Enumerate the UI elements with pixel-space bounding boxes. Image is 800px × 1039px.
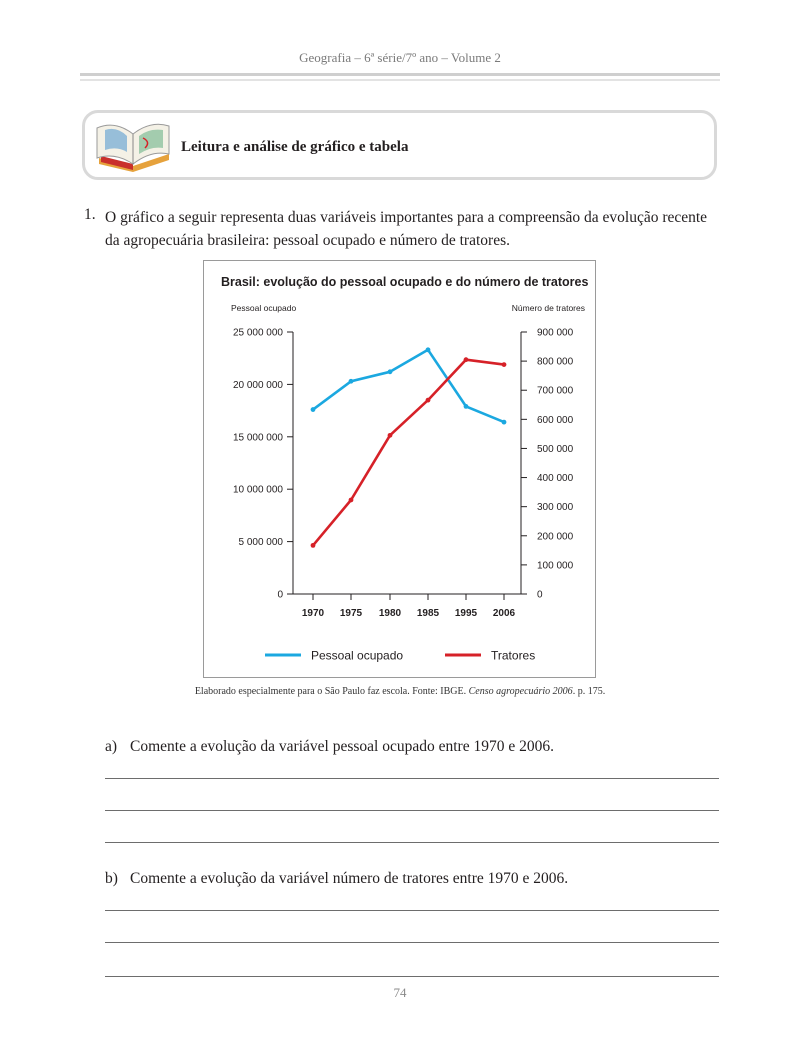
x-tick-label: 1980 xyxy=(378,608,402,619)
right-axis-label: Número de tratores xyxy=(511,303,585,313)
section-title: Leitura e análise de gráfico e tabela xyxy=(181,139,409,155)
right-tick-label: 900 000 xyxy=(537,327,574,339)
sub-question-b-letter: b) xyxy=(105,870,118,887)
x-tick-label: 1975 xyxy=(339,608,363,619)
sub-question-a-text: Comente a evolução da variável pessoal ocupado entre 1970 e 2006. xyxy=(130,738,554,755)
answer-line[interactable] xyxy=(105,810,719,811)
answer-line[interactable] xyxy=(105,910,719,911)
left-tick-label: 0 xyxy=(277,589,283,601)
left-tick-label: 5 000 000 xyxy=(238,537,283,549)
header-rule xyxy=(80,73,720,76)
left-tick-label: 20 000 000 xyxy=(232,379,283,391)
sub-question-a-letter: a) xyxy=(105,738,118,755)
sub-question-b-text: Comente a evolução da variável número de tratores entre 1970 e 2006. xyxy=(130,870,569,887)
answer-line[interactable] xyxy=(105,778,719,779)
data-point-pessoal-ocupado xyxy=(388,369,393,374)
legend-label-pessoal-ocupado: Pessoal ocupado xyxy=(311,648,404,663)
data-point-tratores xyxy=(426,398,431,403)
chart-source xyxy=(0,686,800,697)
answer-line[interactable] xyxy=(105,842,719,843)
answer-line[interactable] xyxy=(105,976,719,977)
open-book-icon xyxy=(93,114,173,176)
legend-label-tratores: Tratores xyxy=(491,648,536,663)
right-tick-label: 500 000 xyxy=(537,443,574,455)
left-tick-label: 10 000 000 xyxy=(232,484,283,496)
running-header: Geografia – 6ª série/7º ano – Volume 2 xyxy=(299,50,501,65)
source-suffix: . p. 175. xyxy=(572,686,606,697)
question-number: 1. xyxy=(84,206,96,223)
answer-line[interactable] xyxy=(105,942,719,943)
x-tick-label: 1970 xyxy=(301,608,325,619)
right-tick-label: 100 000 xyxy=(537,560,574,572)
data-point-tratores xyxy=(388,433,393,438)
right-tick-label: 800 000 xyxy=(537,356,574,368)
data-point-tratores xyxy=(502,362,507,367)
source-italic: Censo agropecuário 2006 xyxy=(468,686,573,697)
data-point-pessoal-ocupado xyxy=(311,407,316,412)
x-tick-label: 2006 xyxy=(492,608,516,619)
data-point-pessoal-ocupado xyxy=(502,420,507,425)
data-point-pessoal-ocupado xyxy=(426,347,431,352)
x-tick-label: 1985 xyxy=(416,608,440,619)
x-tick-label: 1995 xyxy=(454,608,478,619)
page-number: 74 xyxy=(393,985,407,1000)
data-point-pessoal-ocupado xyxy=(349,379,354,384)
line-chart xyxy=(203,260,596,678)
right-tick-label: 300 000 xyxy=(537,502,574,514)
left-axis-label: Pessoal ocupado xyxy=(231,303,297,313)
right-tick-label: 200 000 xyxy=(537,531,574,543)
left-tick-label: 15 000 000 xyxy=(232,432,283,444)
data-point-tratores xyxy=(464,357,469,362)
left-tick-label: 25 000 000 xyxy=(232,327,283,339)
data-point-tratores xyxy=(349,498,354,503)
chart-title: Brasil: evolução do pessoal ocupado e do número de tratores xyxy=(221,275,589,289)
right-tick-label: 600 000 xyxy=(537,414,574,426)
source-prefix: Elaborado especialmente para o São Paulo faz escola. Fonte: IBGE. xyxy=(194,686,469,697)
data-point-tratores xyxy=(311,543,316,548)
data-point-pessoal-ocupado xyxy=(464,404,469,409)
right-tick-label: 700 000 xyxy=(537,385,574,397)
right-tick-label: 0 xyxy=(537,589,543,601)
question-text: O gráfico a seguir representa duas variáveis importantes para a compreensão da evolução recente da agropecuária brasileira: pessoal ocupado e número de tratores. xyxy=(105,209,708,249)
right-tick-label: 400 000 xyxy=(537,473,574,485)
header-rule-thin xyxy=(80,79,720,81)
